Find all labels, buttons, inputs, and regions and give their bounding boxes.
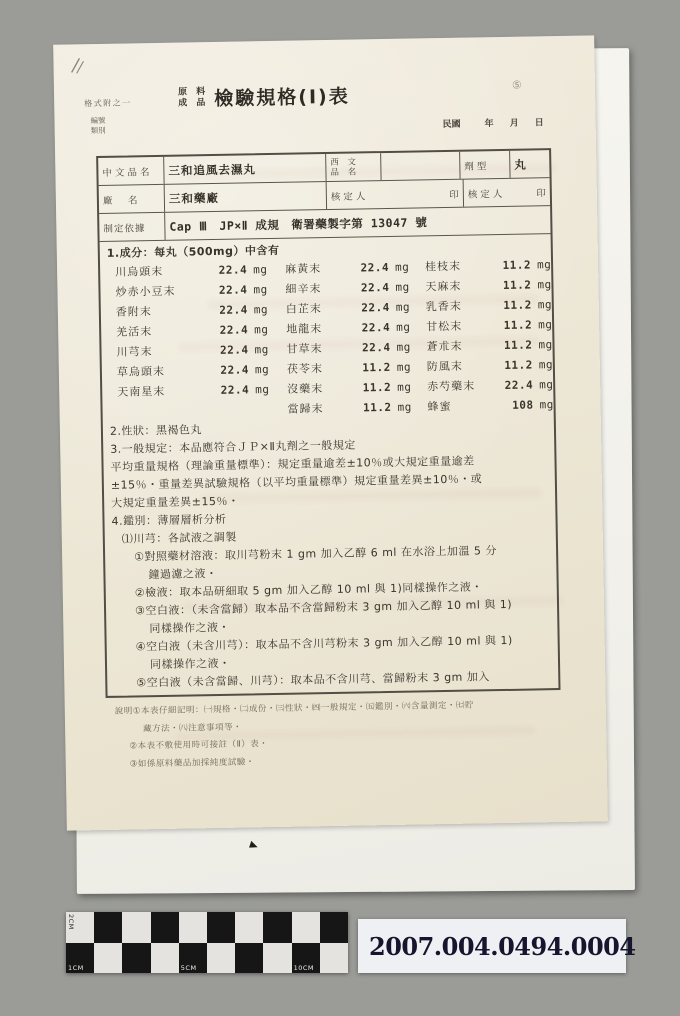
- scale-square: [263, 943, 291, 974]
- ingredient-unit: mg: [538, 358, 554, 372]
- identification-step: ③空白液：（未含當歸）取本品不含當歸粉末 3 gm 加入乙醇 10 ml 與 1): [134, 597, 513, 618]
- manufacturer-label: 廠 名: [99, 185, 165, 213]
- title-prefix-bottom: 成 品: [178, 97, 209, 109]
- manufacturer-value: 三和藥廠: [165, 182, 327, 212]
- scale-square: [292, 943, 320, 974]
- ingredient-amount: 11.2: [504, 358, 533, 372]
- scale-cm-label: 10CM: [293, 964, 315, 972]
- ingredient-name: 沒藥末: [287, 382, 324, 396]
- footnote-line: ②本表不敷使用時可接註（Ⅱ）表・: [129, 739, 269, 752]
- ingredient-name: 赤芍藥末: [427, 379, 476, 394]
- scale-square: [122, 943, 150, 974]
- ingredient-name: 防風末: [426, 359, 463, 374]
- ingredient-amount: 22.4: [218, 283, 248, 297]
- ingredient-unit: mg: [254, 363, 270, 377]
- ingredient-amount: 11.2: [502, 278, 532, 292]
- ingredient-amount: 11.2: [362, 360, 391, 375]
- scale-square: [320, 943, 348, 974]
- scale-square: [179, 912, 207, 943]
- ingredient-amount: 11.2: [362, 400, 392, 415]
- ingredient-unit: mg: [255, 383, 270, 397]
- scale-square: [179, 943, 207, 974]
- ingredient-unit: mg: [397, 380, 412, 394]
- ingredient-name: 川烏頭末: [115, 264, 164, 279]
- ingredient-amount: 11.2: [503, 338, 533, 352]
- ingredient-amount: 22.4: [219, 303, 248, 317]
- identification-step: ①對照藥材溶液：取川芎粉末 1 gm 加入乙醇 6 ml 在水浴上加溫 5 分: [134, 544, 498, 564]
- ingredient-name: 桂枝末: [425, 259, 462, 274]
- scale-square: [320, 912, 348, 943]
- ingredient-name: 地龍末: [286, 322, 323, 336]
- western-name-label-bottom: 品 名: [330, 166, 360, 178]
- chinese-name-value: 三和追風去濕丸: [164, 154, 326, 184]
- ingredient-unit: mg: [539, 398, 554, 412]
- western-name-label: [326, 153, 381, 181]
- dosage-form-label: 劑型: [460, 151, 510, 179]
- identification-items: [112, 541, 568, 693]
- ingredient-name: 甘松末: [426, 319, 463, 334]
- ingredient-unit: mg: [253, 283, 268, 297]
- approver-label-2: 核定人: [467, 188, 506, 201]
- title-main: 檢驗規格(Ⅰ)表: [214, 85, 350, 110]
- scale-square: [235, 943, 263, 974]
- ingredient-amount: 22.4: [220, 363, 250, 377]
- ingredient-name: 當歸末: [287, 402, 324, 416]
- pencil-scribble: [67, 56, 89, 82]
- ingredient-name: 天南星末: [117, 384, 166, 399]
- ingredient-name: 羌活末: [116, 325, 153, 339]
- date-token: 年: [484, 119, 494, 130]
- ingredient-amount: [209, 400, 253, 421]
- ingredient-amount: 22.4: [361, 320, 391, 335]
- ingredient-name: 茯苓末: [286, 362, 323, 376]
- catalog-label: [358, 919, 636, 973]
- ingredient-unit: mg: [395, 300, 411, 314]
- ingredient-name: 川芎末: [116, 345, 153, 359]
- identification-step: 同樣操作之液・: [149, 656, 231, 672]
- ingredient-name: 甘草末: [286, 342, 323, 356]
- document-title: [178, 82, 350, 112]
- ingredient-unit: mg: [395, 260, 410, 274]
- ingredient-amount: 11.2: [362, 380, 392, 395]
- ingredient-unit: mg: [254, 323, 269, 337]
- serial-category-labels: [90, 116, 105, 135]
- ingredient-unit: mg: [253, 303, 269, 317]
- footnote-line: 說明①本表仔細記明：㈠規格・㈡成份・㈢性狀・㈣一般規定・㈤鑑別・㈥含量測定・㈦貯: [114, 700, 474, 717]
- weight-spec: [110, 451, 565, 513]
- identification-sub-heading: ⑴川芎：各試液之調製: [121, 530, 237, 546]
- seal-label-1: 印: [449, 189, 459, 201]
- ingredient-amount: 22.4: [219, 343, 249, 357]
- ingredient-unit: mg: [537, 278, 552, 292]
- ingredient-unit: mg: [253, 263, 268, 277]
- footnotes: [115, 696, 546, 773]
- ingredient-name: 蒼朮末: [426, 339, 463, 354]
- footnote-line: 藏方法・㈧注意事項等・: [143, 722, 243, 734]
- date-token: 民國: [442, 119, 461, 130]
- ingredient-unit: mg: [396, 340, 411, 354]
- scale-square: [292, 912, 320, 943]
- scale-square: [122, 912, 150, 943]
- ingredient-unit: mg: [536, 258, 552, 272]
- ingredient-name: 白芷末: [285, 302, 322, 316]
- ingredient-amount: 11.2: [502, 258, 532, 272]
- scale-square: [151, 943, 179, 974]
- date-line: [443, 115, 560, 130]
- western-name-value: [381, 152, 460, 180]
- ingredient-name: 麻黃末: [285, 262, 322, 276]
- general-rule-line: 3.一般規定：本品應符合ＪＰ×Ⅱ丸劑之一般規定: [110, 438, 356, 456]
- chinese-name-label: 中文品名: [98, 157, 164, 185]
- ingredient-name: 炒赤小豆末: [115, 284, 176, 299]
- weight-spec-line: 平均重量規格（理論重量標準）：規定重量逾差±10％或大規定重量逾差: [110, 454, 475, 474]
- ingredient-unit: mg: [538, 338, 553, 352]
- identification-step: ②檢液：取本品研細取 5 gm 加入乙醇 10 ml 與 1)同樣操作之液・: [134, 580, 483, 600]
- title-prefix: [178, 87, 209, 110]
- appearance-line: 2.性狀：黑褐色丸: [109, 423, 203, 438]
- ingredient-unit: mg: [397, 400, 412, 414]
- serial-label: 編號: [90, 115, 106, 126]
- approver-label-1: 核定人: [330, 190, 369, 203]
- ingredient-grid: [107, 255, 564, 423]
- identification-step: 同樣操作之液・: [149, 620, 230, 636]
- scale-bar: [66, 912, 348, 973]
- ingredient-amount: 11.2: [503, 318, 533, 332]
- ingredient-amount: 22.4: [220, 383, 250, 397]
- basis-value: Cap Ⅲ JP×Ⅱ 成規 衛署藥製字第 13047 號: [169, 214, 428, 234]
- ingredient-unit: mg: [395, 280, 410, 294]
- scale-square: [66, 912, 94, 943]
- scale-cm-label: 1CM: [68, 964, 84, 972]
- corner-circled-mark: ⑤: [511, 78, 522, 92]
- ingredient-name: 乳香末: [425, 299, 462, 314]
- ingredient-name: 天麻末: [425, 279, 462, 294]
- identification-heading: 4.鑑別：薄層層析分析: [111, 512, 227, 528]
- ingredient-unit: mg: [396, 360, 412, 374]
- ingredient-unit: mg: [539, 378, 554, 392]
- approver-cell-2: [464, 178, 550, 206]
- ingredient-amount: 22.4: [360, 280, 390, 295]
- western-name-label-top: 西 文: [330, 156, 360, 168]
- spec-content-cell: [100, 234, 574, 690]
- table-row-content: [100, 234, 558, 690]
- document-page: [53, 35, 608, 830]
- ingredient-unit: [253, 400, 287, 421]
- ingredient-unit: mg: [538, 318, 553, 332]
- scale-square: [66, 943, 94, 974]
- scale-square: [207, 912, 235, 943]
- date-token: 月: [509, 118, 519, 129]
- ingredient-amount: 22.4: [219, 323, 249, 337]
- composition-heading: 1.成分：每丸（500mg）中含有: [106, 243, 280, 260]
- dosage-form-value: 丸: [514, 157, 527, 172]
- date-token: 日: [534, 118, 544, 129]
- title-prefix-top: 原 料: [177, 86, 209, 98]
- ingredient-amount: 11.2: [503, 298, 532, 312]
- ingredient-unit: mg: [537, 298, 553, 312]
- footnote-line: ③如係原料藥品加採純度試驗・: [129, 756, 255, 770]
- scale-square: [151, 912, 179, 943]
- approver-cell-1: [327, 180, 464, 209]
- ingredient-amount: 22.4: [218, 263, 248, 277]
- ingredient-unit: mg: [254, 343, 269, 357]
- ingredient-name: 蜂蜜: [427, 399, 452, 414]
- ingredient-name: 細辛末: [285, 282, 322, 296]
- ingredient-name: 香附末: [115, 305, 152, 319]
- catalog-number: 2007.004.0494.0004: [369, 931, 636, 961]
- ingredient-amount: 22.4: [504, 378, 534, 392]
- identification-step: ④空白液（未含川芎）：取本品不含川芎粉末 3 gm 加入乙醇 10 ml 與 1): [135, 633, 513, 654]
- ingredient-amount: 22.4: [360, 260, 390, 275]
- category-label: 類別: [90, 125, 106, 135]
- ingredient-amount: 22.4: [361, 300, 390, 315]
- scale-cm-label: 5CM: [180, 964, 197, 972]
- ingredient-name: 草烏頭末: [116, 364, 166, 379]
- scale-square: [263, 912, 291, 943]
- form-code: 格式附之一: [84, 98, 132, 109]
- identification-step: 鐘過濾之液・: [148, 566, 218, 582]
- scale-square: [207, 943, 235, 974]
- scale-square: [235, 912, 263, 943]
- seal-label-2: 印: [536, 187, 546, 199]
- scale-square: [94, 943, 122, 974]
- ingredient-name: [117, 401, 209, 423]
- weight-spec-line: ±15％・重量差異試驗規格（以平均重量標準）規定重量差異±10％・或: [110, 472, 483, 492]
- identification-step: ⑤空白液（未含當歸、川芎）：取本品不含川芎、當歸粉末 3 gm 加入: [136, 670, 490, 690]
- scale-vertical-label: 2CM: [67, 914, 75, 930]
- scale-square: [94, 912, 122, 943]
- ingredient-amount: 22.4: [361, 340, 391, 355]
- ingredient-amount: 108: [512, 398, 534, 412]
- weight-spec-line: 大規定重量差異±15％・: [111, 494, 240, 510]
- spec-table: [96, 148, 560, 698]
- ingredient-unit: mg: [396, 320, 411, 334]
- basis-label: 制定依據: [99, 213, 165, 241]
